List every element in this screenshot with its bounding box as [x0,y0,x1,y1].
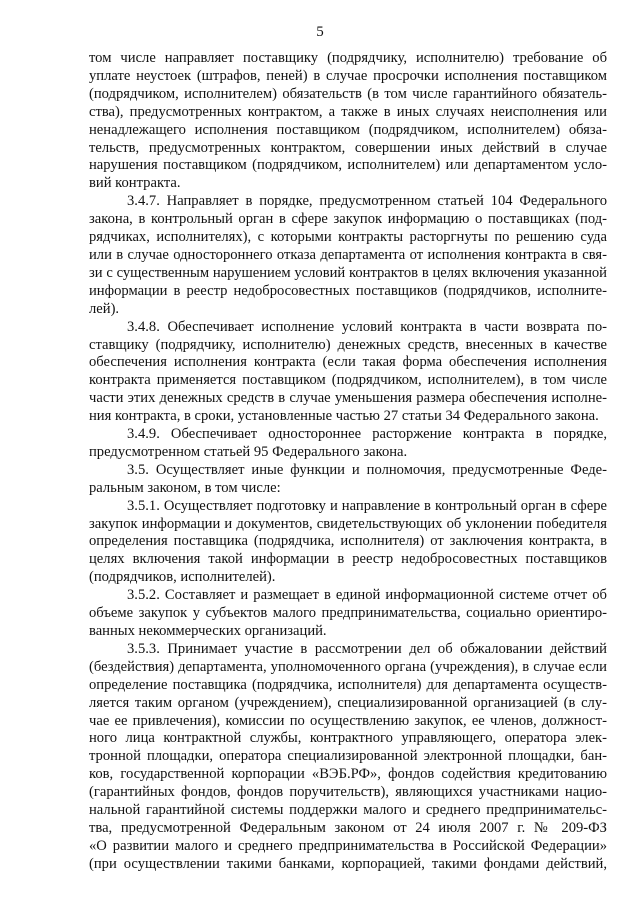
text-line: предусмотренном статьей 95 Федерального закона. [89,443,408,460]
text-line: лей). [89,300,120,317]
text-line: ляется таким органом (учреждением), специализированной организацией (в слу- [89,694,607,711]
text-line: 3.5.1. Осуществляет подготовку и направление в контрольный орган в сфере [127,497,607,514]
text-line: зи с существенным нарушением условий контрактов в целях включения указанной [89,264,607,281]
body-text [89,50,607,874]
text-line: ния контракта, в сроки, установленные частью 27 статьи 34 Федерального закона. [89,408,599,425]
text-line: (подрядчиком, исполнителем) обязательств (в том числе гарантийного обязатель- [89,85,607,102]
text-line: чае ее привлечения), комиссии по осуществлению закупок, ее членов, должност- [89,712,607,729]
text-line: уплате неустоек (штрафов, пеней) в случае просрочки исполнения поставщиком [89,67,607,84]
text-line: 3.5.2. Составляет и размещает в единой информационной системе отчет об [127,587,607,604]
page-number: 5 [316,24,324,40]
text-line: закупок информации и документов, свидетельствующих об уклонении победителя [89,515,607,532]
text-line: целях включения такой информации в реестр недобросовестных поставщиков [89,551,607,568]
text-line: обеспечения исполнения контракта (если такая форма обеспечения исполнения [89,354,607,371]
text-line: ства), предусмотренных контрактом, а также в иных случаях неисполнения или [89,103,607,120]
text-line: тва, предусмотренной Федеральным законом от 24 июля 2007 г. № 209-ФЗ [89,819,607,836]
text-line: 3.5.3. Принимает участие в рассмотрении дел об обжаловании действий [127,640,607,657]
text-line: рядчиках, исполнителях), с которыми контракты расторгнуты по решению суда [89,229,607,246]
text-line: или в случае одностороннего отказа департамента от исполнения контракта в свя- [89,246,607,263]
text-line: 3.4.9. Обеспечивает одностороннее расторжение контракта в порядке, [127,426,607,443]
text-line: закона, в контрольный орган в сфере закупок информацию о поставщиках (под- [89,211,607,228]
text-line: (подрядчиков, исполнителей). [89,569,276,586]
text-line: ков, государственной корпорации «ВЭБ.РФ», фондов содействия кредитованию [89,766,607,783]
text-line: тронной площадки, оператора специализированной электронной площадки, бан- [89,748,607,765]
text-line: ставщику (подрядчику, исполнителю) денежных средств, внесенных в качестве [89,336,607,353]
text-line: (бездействия) департамента, уполномоченного органа (учреждения), в случае если [89,658,607,675]
text-line: ванных некоммерческих организаций. [89,623,327,639]
text-line: ненадлежащего исполнения поставщиком (подрядчиком, исполнителем) обяза- [89,121,607,138]
text-line: части этих денежных средств в случае уменьшения размера обеспечения исполне- [89,390,607,407]
text-line: нарушения поставщиком (подрядчиком, исполнителем) или департаментом усло- [89,157,607,174]
text-line: 3.4.8. Обеспечивает исполнение условий контракта в части возврата по- [127,318,607,335]
text-line: объеме закупок у субъектов малого предпринимательства, социально ориентиро- [89,605,607,622]
text-line: 3.5. Осуществляет иные функции и полномочия, предусмотренные Феде- [127,461,607,478]
text-line: (гарантийных фондов, фондов поручительств), являющихся участниками нацио- [89,784,607,801]
text-line: вий контракта. [89,175,181,192]
text-line: ного лица контрактной службы, контрактного управляющего, оператора элек- [89,730,607,747]
text-line: определения поставщика (подрядчика, исполнителя) от заключения контракта, в [89,533,607,550]
text-line: (при осуществлении такими банками, корпорацией, такими фондами действий, [89,855,607,872]
text-line: ральным законом, в том числе: [89,479,281,496]
text-line: контракта применяется поставщиком (подрядчиком, исполнителем), в том числе [89,372,607,389]
text-line: тельств, предусмотренных контрактом, совершении иных действий в случае [89,139,607,156]
text-line: определение поставщика (подрядчика, исполнителя) для департамента осуществ- [89,676,607,693]
text-line: «О развитии малого и среднего предпринимательства в Российской Федерации» [89,837,607,854]
text-line: том числе направляет поставщику (подрядчику, исполнителю) требование об [89,50,607,66]
text-line: нальной гарантийной системы поддержки малого и среднего предпринимательс- [89,802,607,819]
text-line: 3.4.7. Направляет в порядке, предусмотренном статьей 104 Федерального [127,193,607,210]
text-line: информации в реестр недобросовестных поставщиков (подрядчиков, исполните- [89,282,607,299]
